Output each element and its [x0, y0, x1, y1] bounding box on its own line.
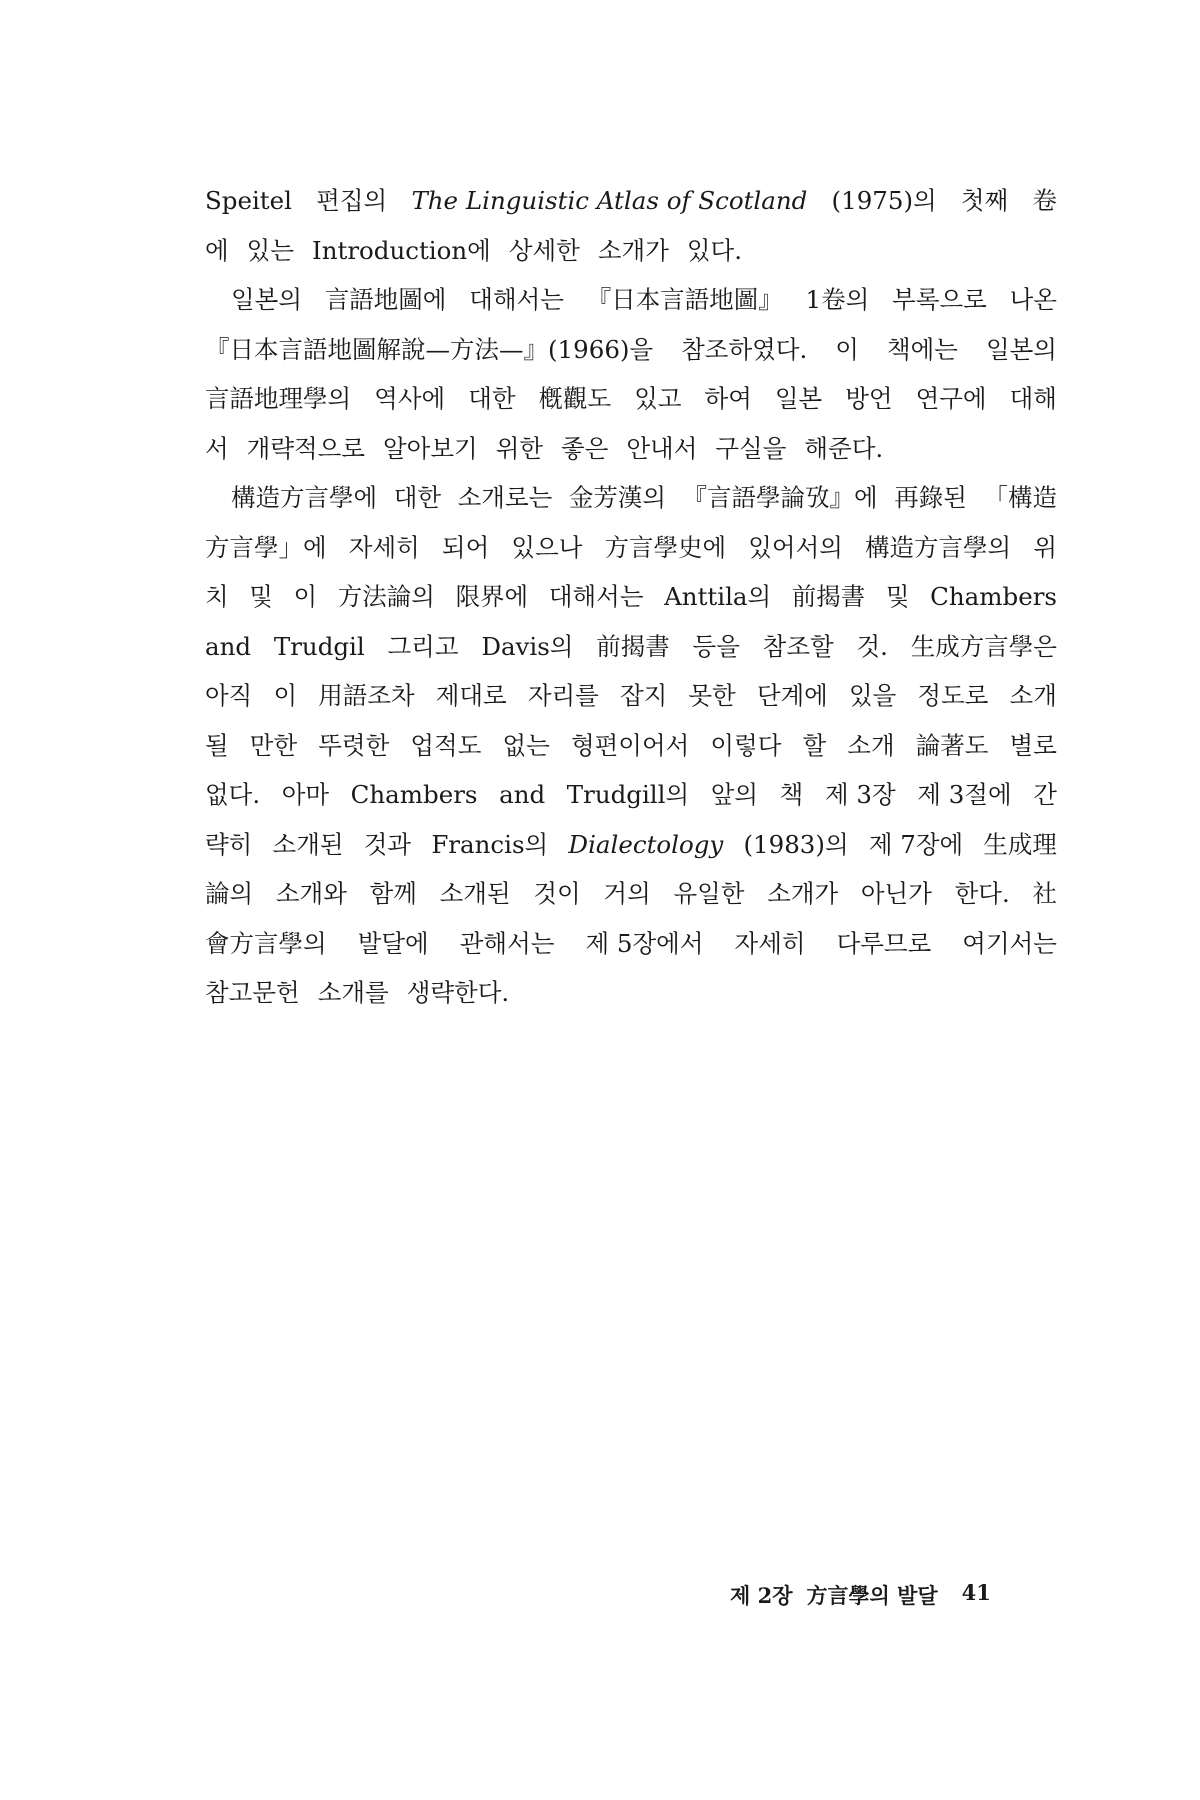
word: 生成理 — [983, 829, 1057, 859]
word: 대해서는 — [548, 582, 644, 611]
word: 이 — [293, 582, 318, 611]
word: 부록으로 — [892, 285, 987, 314]
text-line — [205, 226, 1057, 276]
word: 거의 — [603, 879, 651, 908]
word: 論의 — [205, 879, 254, 908]
word: 소개와 — [275, 879, 347, 908]
word: 『日本言語地圖解說—方法—』(1966)을 — [205, 334, 654, 364]
word: and — [205, 631, 252, 661]
word: 치 — [205, 582, 229, 611]
running-footer — [730, 1580, 1030, 1610]
word: 會方言學의 — [205, 928, 327, 958]
word: 대한 — [468, 384, 516, 413]
word: 前揭書 — [791, 582, 866, 611]
word: 있는 — [246, 235, 295, 265]
word: 안내서 — [626, 433, 698, 463]
word: 「構造 — [983, 483, 1057, 512]
word: 아닌가 — [860, 879, 932, 908]
word: 뚜렷한 — [318, 730, 390, 760]
word: 제 3장 — [824, 780, 896, 809]
word: 연구에 — [915, 384, 987, 413]
word: 構造方言學에 — [231, 483, 378, 512]
word: 여기서는 — [962, 928, 1057, 958]
word: 이 — [835, 334, 859, 364]
word: 제 7장에 — [868, 829, 964, 859]
word: 그리고 — [387, 631, 459, 661]
word: 있고 — [634, 384, 682, 413]
word: 方言學」에 — [205, 532, 327, 562]
text-line — [205, 176, 1057, 226]
word: 일본의 — [231, 285, 303, 314]
text-line — [205, 671, 1057, 721]
word: 생략한다. — [406, 978, 510, 1007]
italic-title: The Linguistic Atlas of Scotland — [411, 186, 808, 215]
word: 나온 — [1009, 285, 1057, 314]
word: Introduction에 — [312, 235, 491, 265]
word: 限界에 — [455, 582, 529, 611]
word: 있다. — [686, 235, 742, 265]
word: 방언 — [845, 384, 893, 413]
word: 에 — [205, 235, 229, 265]
word: Chambers — [350, 780, 478, 809]
word: 구실을 — [715, 433, 787, 463]
word: Speitel — [205, 186, 292, 215]
word: 대해서는 — [469, 285, 564, 314]
word: 것이 — [533, 879, 581, 908]
word: 제 3절에 — [917, 780, 1012, 809]
word: 있을 — [848, 681, 897, 710]
text-line — [205, 325, 1057, 375]
word: 方言學史에 — [604, 532, 727, 562]
word: Francis의 — [431, 829, 549, 859]
word: Davis의 — [481, 631, 574, 661]
word: 서 — [205, 433, 229, 463]
word: 및 — [249, 582, 273, 611]
text-line — [205, 968, 1057, 1018]
word: 및 — [885, 582, 910, 611]
word: 일본 — [774, 384, 823, 413]
word: 간 — [1033, 780, 1057, 809]
italic-title: Dialectology — [568, 829, 724, 859]
word: 소개를 — [317, 978, 389, 1007]
word: 다루므로 — [836, 928, 932, 958]
word: 한다. — [954, 879, 1010, 908]
word: 아마 — [281, 780, 330, 809]
text-line — [205, 374, 1057, 424]
body-text — [205, 176, 1057, 1018]
word: 소개로는 — [457, 483, 553, 512]
word: 하여 — [704, 384, 752, 413]
word: 관해서는 — [459, 928, 555, 958]
word: 이렇다 — [710, 730, 782, 760]
word: 槪觀도 — [538, 384, 612, 413]
word: and — [499, 780, 546, 809]
word: 위 — [1033, 532, 1057, 562]
word: 소개 — [1009, 681, 1057, 710]
word: 『日本言語地圖』 — [586, 285, 783, 314]
word: 言語地圖에 — [324, 285, 447, 314]
word: 소개가 — [767, 879, 839, 908]
word: 단계에 — [756, 681, 828, 710]
page-number: 41 — [961, 1580, 991, 1605]
word: Trudgil — [273, 631, 365, 661]
word: 편집의 — [316, 186, 388, 215]
word: 것과 — [363, 829, 412, 859]
word: 될 — [205, 730, 229, 760]
word: 言語地理學의 — [205, 384, 352, 413]
word: 卷 — [1032, 186, 1057, 215]
word: 소개가 — [597, 235, 669, 265]
word: 참조하였다. — [681, 334, 808, 364]
footer-title: 方言學의 발달 — [806, 1583, 938, 1608]
text-line — [205, 770, 1057, 820]
word: 方法論의 — [337, 582, 435, 611]
word: 할 — [802, 730, 827, 760]
word: 金芳漢의 — [568, 483, 666, 512]
text-line — [205, 721, 1057, 771]
word: 生成方言學은 — [910, 631, 1057, 661]
word: 소개된 — [272, 829, 344, 859]
word: 대한 — [393, 483, 442, 512]
word: Anttila의 — [664, 582, 772, 611]
footer-chapter: 제 2장 — [730, 1583, 793, 1608]
word: 있으나 — [511, 532, 583, 562]
word: 없다. — [205, 780, 261, 809]
word: 유일한 — [673, 879, 745, 908]
text-line — [205, 820, 1057, 870]
word: 소개된 — [439, 879, 511, 908]
word: 앞의 — [710, 780, 759, 809]
word: 前揭書 — [596, 631, 670, 661]
word: Chambers — [930, 582, 1057, 611]
word: 없는 — [502, 730, 550, 760]
word: 못한 — [688, 681, 736, 710]
word: 자리를 — [527, 681, 599, 710]
word: (1983)의 — [743, 829, 849, 859]
word: 별로 — [1009, 730, 1057, 760]
word: 構造方言學의 — [865, 532, 1012, 562]
word: 해준다. — [804, 433, 884, 463]
text-line — [205, 473, 1057, 523]
word: 일본의 — [985, 334, 1057, 364]
word: 제 5장에서 — [585, 928, 704, 958]
word: 社 — [1032, 879, 1057, 908]
word: 제대로 — [435, 681, 507, 710]
word: 이 — [273, 681, 298, 710]
word: (1975)의 — [831, 186, 937, 215]
word: 『言語學論攷』에 — [682, 483, 878, 512]
word: 역사에 — [374, 384, 446, 413]
word: 략히 — [205, 829, 253, 859]
text-line — [205, 622, 1057, 672]
word: 업적도 — [410, 730, 482, 760]
text-line — [205, 424, 1057, 474]
word: 되어 — [441, 532, 490, 562]
word: 개략적으로 — [246, 433, 366, 463]
word: 論著도 — [915, 730, 989, 760]
word: 用語조차 — [318, 681, 415, 710]
text-line — [205, 919, 1057, 969]
word: 첫째 — [960, 186, 1009, 215]
word: 상세한 — [508, 235, 580, 265]
word: 잡지 — [619, 681, 668, 710]
word: Trudgill의 — [566, 780, 690, 809]
word: 정도로 — [917, 681, 989, 710]
word: 좋은 — [561, 433, 609, 463]
word: 책 — [779, 780, 804, 809]
word: 자세히 — [734, 928, 806, 958]
word: 아직 — [205, 681, 253, 710]
word: 것. — [856, 631, 888, 661]
text-line — [205, 572, 1057, 622]
text-line — [205, 869, 1057, 919]
word: 알아보기 — [383, 433, 478, 463]
word: 소개 — [847, 730, 895, 760]
word: 있어서의 — [748, 532, 843, 562]
word: 형편이어서 — [570, 730, 690, 760]
word: 책에는 — [886, 334, 958, 364]
word: 위한 — [495, 433, 544, 463]
word: 자세히 — [348, 532, 420, 562]
word: 함께 — [369, 879, 417, 908]
word: 再錄된 — [894, 483, 967, 512]
word: 참고문헌 — [205, 978, 300, 1007]
word: 대해 — [1009, 384, 1057, 413]
word: 발달에 — [357, 928, 429, 958]
word: 참조할 — [762, 631, 834, 661]
text-line — [205, 523, 1057, 573]
word: 등을 — [692, 631, 740, 661]
word: 만한 — [249, 730, 298, 760]
word: 1卷의 — [805, 285, 870, 314]
text-line — [205, 275, 1057, 325]
